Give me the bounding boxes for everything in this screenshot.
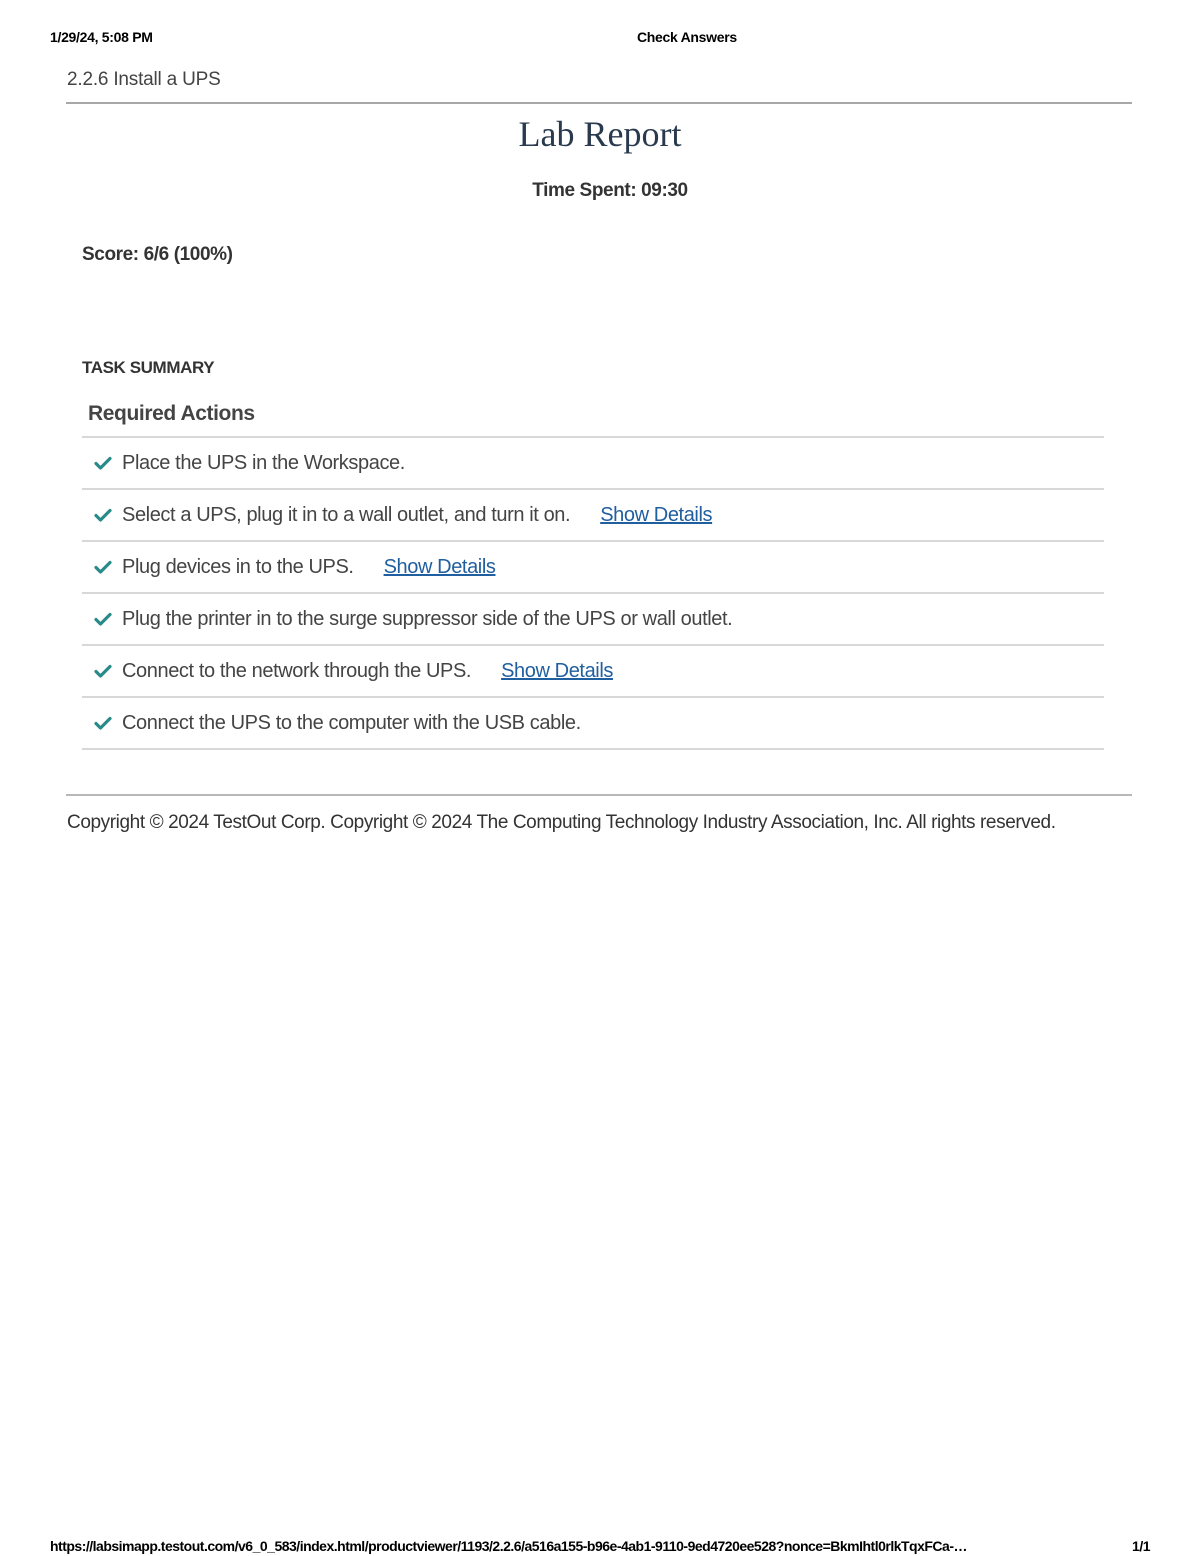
- check-icon: [94, 610, 112, 628]
- action-row: [82, 490, 1104, 542]
- action-row: [82, 438, 1104, 490]
- action-row: [82, 542, 1104, 594]
- report-heading: Lab Report: [518, 114, 682, 154]
- action-text: Connect the UPS to the computer with the USB cable.: [122, 711, 581, 734]
- show-details-link[interactable]: Show Details: [383, 555, 496, 578]
- print-footer: [50, 1538, 1150, 1556]
- action-list: [82, 438, 1104, 750]
- check-icon: [94, 714, 112, 732]
- task-summary-label: TASK SUMMARY: [82, 358, 215, 377]
- print-date: 1/29/24, 5:08 PM: [50, 29, 153, 45]
- check-icon: [94, 506, 112, 524]
- action-text: Connect to the network through the UPS.: [122, 659, 472, 682]
- print-page-number: 1/1: [1132, 1538, 1150, 1554]
- print-url: https://labsimapp.testout.com/v6_0_583/index.html/productviewer/1193/2.2.6/a516a155-b96e-4ab1-9110-9ed4720ee528?nonce=BkmIhtl0rlkTqxFCa-…: [50, 1538, 967, 1554]
- action-text: Place the UPS in the Workspace.: [122, 451, 405, 474]
- print-header: [50, 29, 1150, 47]
- action-row: [82, 698, 1104, 750]
- time-spent: Time Spent: 09:30: [532, 180, 688, 201]
- footer-divider: [66, 794, 1132, 796]
- check-icon: [94, 662, 112, 680]
- check-icon: [94, 454, 112, 472]
- check-icon: [94, 558, 112, 576]
- show-details-link[interactable]: Show Details: [600, 503, 713, 526]
- action-text: Plug devices in to the UPS.: [122, 555, 354, 578]
- action-text: Select a UPS, plug it in to a wall outlet, and turn it on.: [122, 503, 571, 526]
- copyright-text: Copyright © 2024 TestOut Corp. Copyright © 2024 The Computing Technology Industry Association, Inc. All rights reserved.: [67, 812, 1056, 833]
- title-divider: [66, 102, 1132, 104]
- action-row: [82, 646, 1104, 698]
- print-title: Check Answers: [637, 29, 737, 45]
- required-actions-table: [82, 396, 1104, 750]
- score: Score: 6/6 (100%): [82, 244, 233, 265]
- action-text: Plug the printer in to the surge suppressor side of the UPS or wall outlet.: [122, 607, 733, 630]
- lab-title: 2.2.6 Install a UPS: [67, 69, 221, 90]
- required-actions-heading: Required Actions: [82, 396, 1104, 438]
- action-row: [82, 594, 1104, 646]
- show-details-link[interactable]: Show Details: [501, 659, 613, 682]
